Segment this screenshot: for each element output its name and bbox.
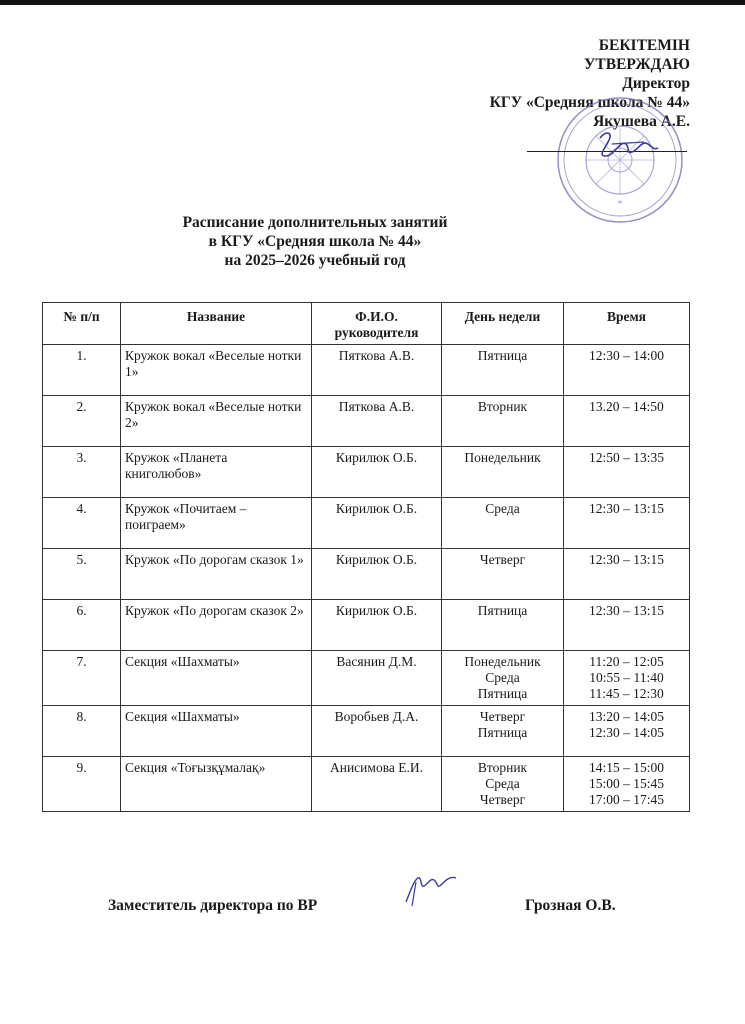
header-name: Название — [121, 303, 312, 345]
row-number: 9. — [43, 757, 121, 812]
time-entry: 10:55 – 11:40 — [589, 670, 664, 685]
row-day — [442, 706, 564, 757]
approval-organization: КГУ «Средняя школа № 44» — [489, 94, 690, 111]
row-leader: Кирилюк О.Б. — [312, 447, 442, 498]
row-time — [564, 396, 690, 447]
row-leader: Анисимова Е.И. — [312, 757, 442, 812]
table-row — [43, 600, 690, 651]
time-entry: 12:30 – 14:05 — [588, 725, 664, 740]
svg-text:*: * — [617, 199, 623, 210]
time-entry: 11:20 – 12:05 — [589, 654, 664, 669]
row-time — [564, 600, 690, 651]
time-entry: 17:00 – 17:45 — [588, 792, 664, 807]
row-time — [564, 345, 690, 396]
day-entry: Пятница — [477, 686, 528, 701]
day-entry: Пятница — [477, 348, 528, 363]
day-entry: Понедельник — [464, 450, 541, 465]
time-entry: 12:50 – 13:35 — [588, 450, 664, 465]
table-row — [43, 549, 690, 600]
header-time: Время — [564, 303, 690, 345]
row-name: Кружок вокал «Веселые нотки 2» — [121, 396, 312, 447]
table-row — [43, 396, 690, 447]
time-entry: 12:30 – 13:15 — [588, 501, 664, 516]
table-row — [43, 706, 690, 757]
row-time — [564, 498, 690, 549]
row-leader: Пяткова А.В. — [312, 345, 442, 396]
row-time — [564, 651, 690, 706]
approval-director-name: Якушева А.Е. — [593, 113, 690, 130]
row-name: Кружок «Планета книголюбов» — [121, 447, 312, 498]
header-day: День недели — [442, 303, 564, 345]
day-entry: Четверг — [479, 792, 526, 807]
row-leader: Кирилюк О.Б. — [312, 549, 442, 600]
day-entry: Среда — [485, 670, 520, 685]
row-time — [564, 706, 690, 757]
row-name: Секция «Шахматы» — [121, 651, 312, 706]
day-entry: Среда — [485, 776, 520, 791]
approval-ru: УТВЕРЖДАЮ — [584, 56, 690, 73]
row-name: Секция «Шахматы» — [121, 706, 312, 757]
row-day — [442, 600, 564, 651]
row-day — [442, 345, 564, 396]
day-entry: Вторник — [477, 399, 528, 414]
row-name: Кружок «По дорогам сказок 1» — [121, 549, 312, 600]
day-entry: Среда — [485, 501, 520, 516]
day-entry: Четверг — [479, 552, 526, 567]
row-leader: Кирилюк О.Б. — [312, 600, 442, 651]
title-line-2: в КГУ «Средняя школа № 44» — [208, 233, 422, 250]
time-entry: 14:15 – 15:00 — [588, 760, 664, 775]
deputy-position: Заместитель директора по ВР — [108, 897, 318, 914]
row-name: Кружок «По дорогам сказок 2» — [121, 600, 312, 651]
table-row — [43, 757, 690, 812]
approval-position: Директор — [622, 75, 690, 92]
row-leader: Воробьев Д.А. — [312, 706, 442, 757]
row-number: 2. — [43, 396, 121, 447]
row-number: 6. — [43, 600, 121, 651]
row-number: 3. — [43, 447, 121, 498]
row-time — [564, 549, 690, 600]
table-header-row — [43, 303, 690, 345]
row-leader: Кирилюк О.Б. — [312, 498, 442, 549]
row-number: 5. — [43, 549, 121, 600]
row-day — [442, 447, 564, 498]
time-entry: 15:00 – 15:45 — [588, 776, 664, 791]
time-entry: 12:30 – 13:15 — [588, 603, 664, 618]
row-leader: Пяткова А.В. — [312, 396, 442, 447]
row-leader: Васянин Д.М. — [312, 651, 442, 706]
approval-kz: БЕКІТЕМІН — [598, 37, 690, 54]
row-number: 8. — [43, 706, 121, 757]
deputy-name: Грозная О.В. — [525, 897, 616, 914]
row-time — [564, 757, 690, 812]
time-entry: 12:30 – 13:15 — [588, 552, 664, 567]
table-row — [43, 651, 690, 706]
title-line-1: Расписание дополнительных занятий — [182, 214, 448, 231]
table-row — [43, 447, 690, 498]
row-name: Кружок вокал «Веселые нотки 1» — [121, 345, 312, 396]
row-day — [442, 498, 564, 549]
title-line-3: на 2025–2026 учебный год — [224, 252, 406, 269]
time-entry: 13:20 – 14:05 — [588, 709, 664, 724]
row-time — [564, 447, 690, 498]
row-day — [442, 757, 564, 812]
row-day — [442, 549, 564, 600]
scan-top-border — [0, 0, 745, 5]
row-name: Кружок «Почитаем – поиграем» — [121, 498, 312, 549]
table-row — [43, 498, 690, 549]
day-entry: Пятница — [477, 603, 528, 618]
day-entry: Четверг — [479, 709, 526, 724]
time-entry: 13.20 – 14:50 — [589, 399, 664, 414]
table-row — [43, 345, 690, 396]
row-number: 1. — [43, 345, 121, 396]
time-entry: 12:30 – 14:00 — [588, 348, 664, 363]
header-number: № п/п — [43, 303, 121, 345]
row-day — [442, 396, 564, 447]
row-number: 4. — [43, 498, 121, 549]
header-leader: Ф.И.О. руководителя — [312, 303, 442, 345]
day-entry: Понедельник — [464, 654, 541, 669]
director-signature-icon — [592, 126, 662, 166]
day-entry: Пятница — [477, 725, 528, 740]
row-number: 7. — [43, 651, 121, 706]
deputy-signature-icon — [400, 872, 460, 912]
row-name: Секция «Тоғызқұмалақ» — [121, 757, 312, 812]
schedule-table — [42, 302, 690, 812]
row-day — [442, 651, 564, 706]
time-entry: 11:45 – 12:30 — [589, 686, 664, 701]
document-title — [140, 213, 490, 270]
day-entry: Вторник — [477, 760, 528, 775]
